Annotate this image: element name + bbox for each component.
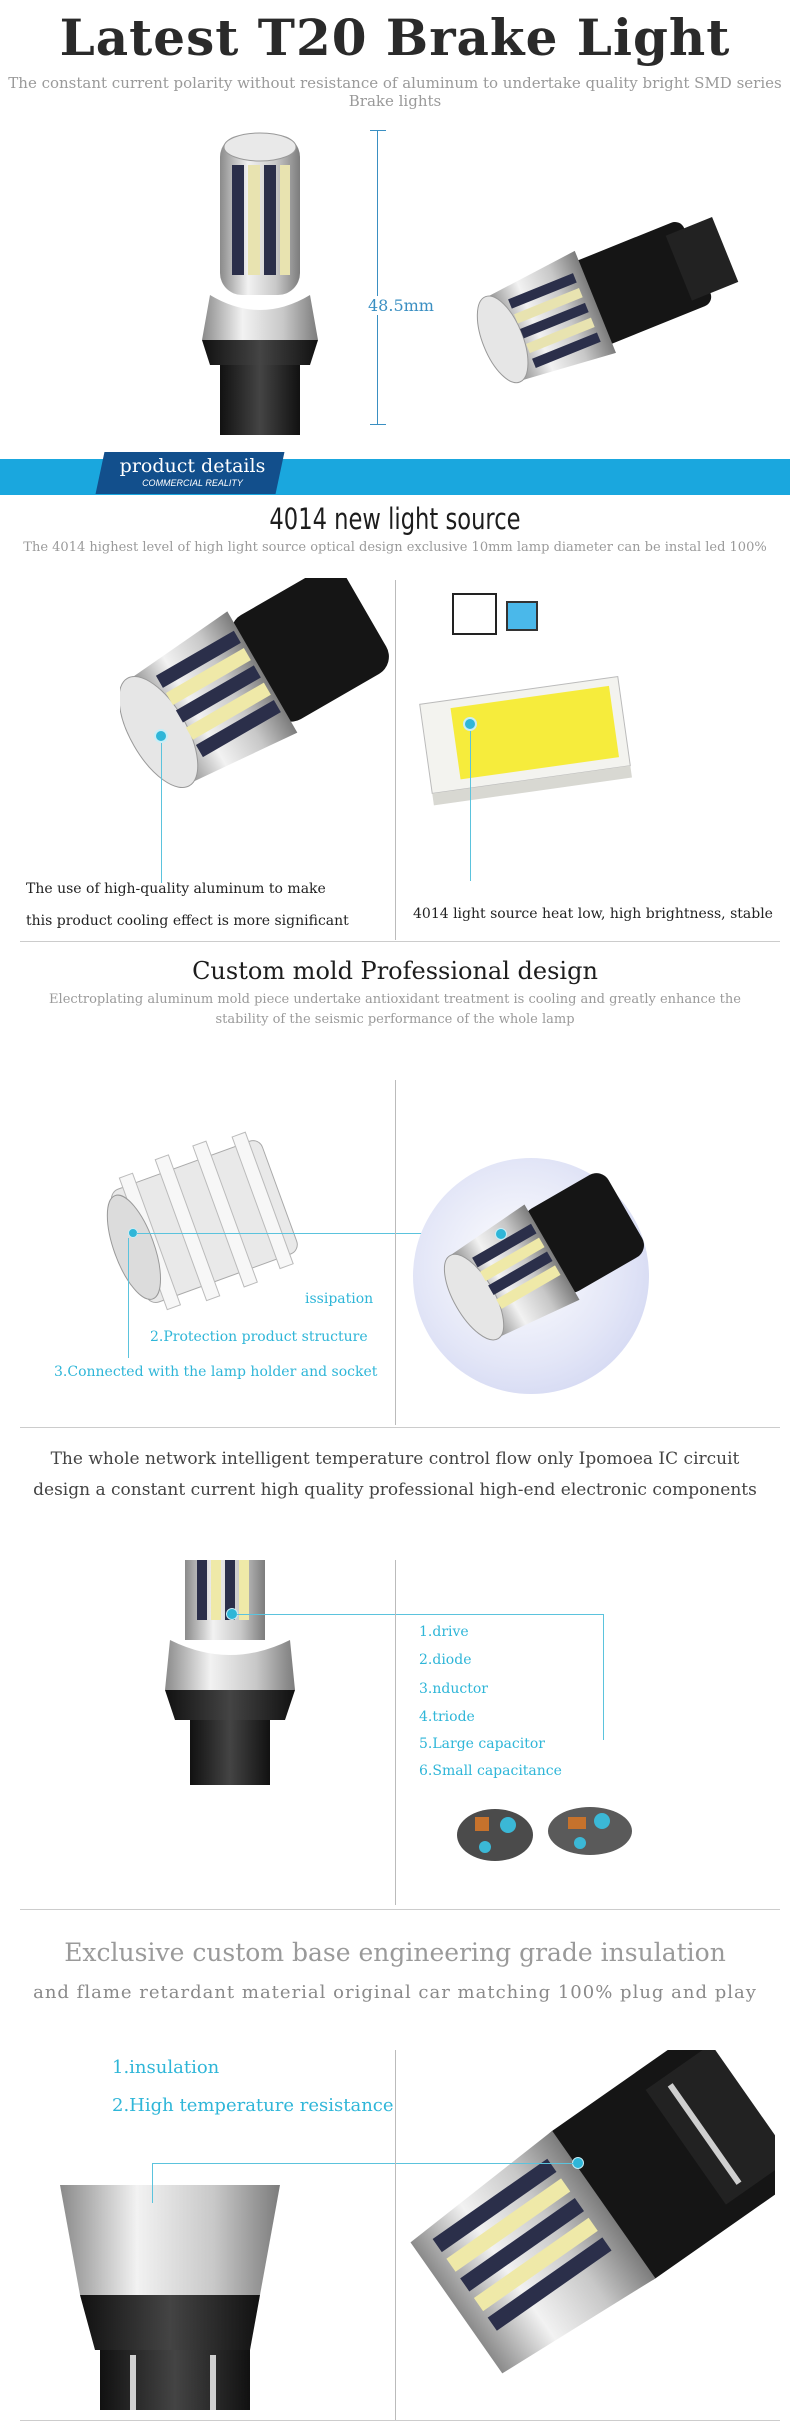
base-socket-image: [60, 2175, 400, 2415]
heat-sink-image: [85, 1125, 305, 1325]
mold-item-3: 3.Connected with the lamp holder and socket: [54, 1364, 378, 1380]
mold-divider-vertical: [395, 1080, 396, 1425]
callout-bracket-circuit: [603, 1614, 604, 1740]
callout-line-base-drop: [152, 2163, 153, 2203]
callout-line-base: [152, 2163, 573, 2164]
section-separator-3: [20, 1909, 780, 1910]
aluminum-caption-line2: this product cooling effect is more significant: [26, 913, 349, 929]
light-source-title: 4014 new light source: [269, 502, 521, 536]
component-item-4: 4.triode: [419, 1709, 475, 1725]
chip-caption: 4014 light source heat low, high brightness, stable: [413, 906, 773, 922]
component-item-1: 1.drive: [419, 1624, 469, 1640]
dimension-label: 48.5mm: [368, 296, 434, 315]
callout-line-circuit: [237, 1614, 604, 1615]
callout-line-aluminum: [161, 743, 162, 883]
circuit-divider-vertical: [395, 1560, 396, 1905]
page-title: Latest T20 Brake Light: [59, 8, 731, 67]
dimension-line: [377, 130, 378, 425]
circuit-bulb-image: [155, 1560, 305, 1800]
callout-line-connection: [128, 1238, 129, 1358]
mold-item-1: issipation: [305, 1291, 374, 1307]
section-separator-1: [20, 941, 780, 942]
mold-bulb-image: [440, 1165, 650, 1375]
led-chip-image: [410, 660, 640, 810]
callout-line-chip: [470, 731, 471, 881]
product-details-sublabel: COMMERCIAL REALITY: [142, 478, 243, 488]
circuit-boards-image: [450, 1795, 640, 1870]
swatch-blue: [506, 601, 538, 631]
base-subtitle: and flame retardant material original car matching 100% plug and play: [33, 1982, 757, 2003]
section-separator-4: [20, 2420, 780, 2421]
mold-subtitle: Electroplating aluminum mold piece undertake antioxidant treatment is cooling and greatly enhance the stability of the seismic performance of the whole lamp: [49, 992, 741, 1027]
dimension-tick-bottom: [370, 424, 386, 425]
page-subtitle: The constant current polarity without resistance of aluminum to undertake quality bright SMD series Brake lights: [8, 74, 782, 110]
callout-dot-base: [572, 2157, 584, 2169]
dimension-tick-top: [370, 130, 386, 131]
base-divider-vertical: [395, 2050, 396, 2420]
mold-item-2: 2.Protection product structure: [150, 1329, 368, 1345]
callout-dot-chip: [463, 717, 477, 731]
base-item-1: 1.insulation: [112, 2057, 220, 2078]
callout-dot-aluminum: [154, 729, 168, 743]
hero-bulb-angled-image: [455, 185, 745, 415]
base-item-2: 2.High temperature resistance: [112, 2095, 394, 2116]
component-item-6: 6.Small capacitance: [419, 1763, 562, 1779]
hero-bulb-upright-image: [190, 125, 340, 445]
aluminum-caption-line1: The use of high-quality aluminum to make: [26, 881, 326, 897]
callout-dot-bulb: [495, 1228, 507, 1240]
component-item-3: 3.nductor: [419, 1681, 488, 1697]
light-source-bulb-image: [120, 578, 400, 838]
base-title: Exclusive custom base engineering grade insulation: [64, 1938, 726, 1967]
circuit-description: The whole network intelligent temperature control flow only Ipomoea IC circuit design a constant current high quality professional high-end electronic components: [33, 1449, 757, 1500]
component-item-5: 5.Large capacitor: [419, 1736, 545, 1752]
light-source-subtitle: The 4014 highest level of high light source optical design exclusive 10mm lamp diameter can be instal led 100%: [23, 540, 767, 555]
component-item-2: 2.diode: [419, 1652, 472, 1668]
product-details-label: product details: [119, 455, 266, 477]
base-bulb-closeup-image: [395, 2050, 775, 2410]
mold-title: Custom mold Professional design: [192, 957, 598, 985]
section-separator-2: [20, 1427, 780, 1428]
swatch-white: [452, 593, 497, 635]
section-divider-vertical: [395, 580, 396, 940]
